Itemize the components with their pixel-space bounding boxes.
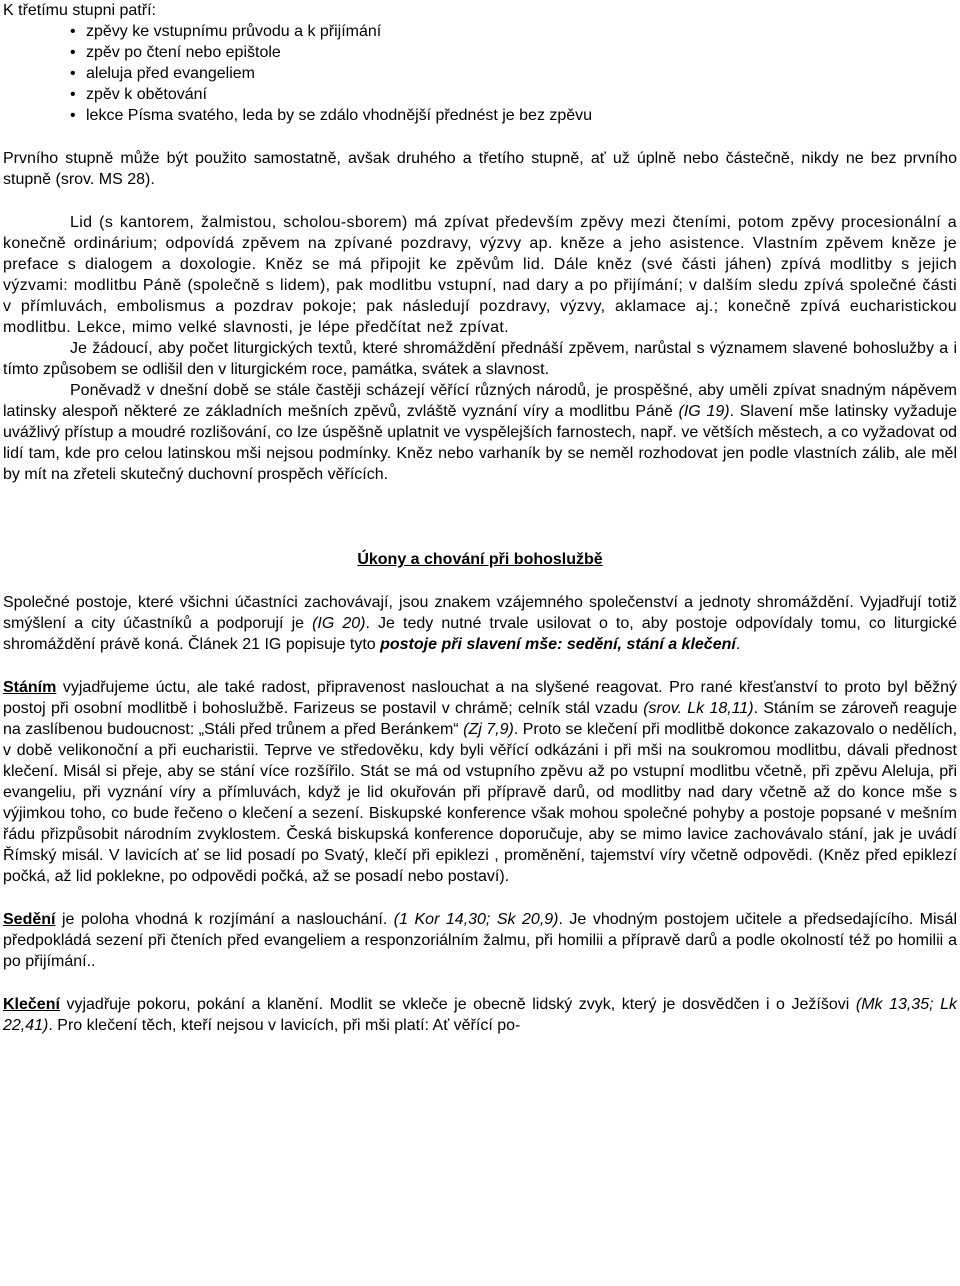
spacer bbox=[3, 126, 957, 148]
paragraph-kneeling bbox=[3, 994, 957, 1036]
spacer bbox=[3, 190, 957, 212]
term-standing: Stáním bbox=[3, 679, 57, 696]
reference: (Mk 13,35; Lk 22,41) bbox=[3, 996, 957, 1034]
spacer bbox=[3, 972, 957, 994]
third-degree-list bbox=[3, 21, 957, 126]
text-run: Poněvadž v dnešní době se stále častěji scházejí věřící různých národů, je prospěšné, aby uměli zpívat snadným nápěvem latinsky alespoň některé ze základních mešních zpěvů, zvláště vyznání víry a modlitbu Páně bbox=[3, 382, 957, 420]
term-kneeling: Klečení bbox=[3, 996, 60, 1013]
emphasis: postoje při slavení mše: sedění, stání a klečení bbox=[380, 636, 736, 653]
text-run: . Je vhodným postojem učitele a předsedajícího. Misál předpokládá sezení při čteních před evangeliem a responzoriálním žalmu, při homilii a přípravě darů a podle okolností též po homilii a po přijímání.. bbox=[3, 911, 957, 970]
paragraph-first-degree: Prvního stupně může být použito samostatně, avšak druhého a třetího stupně, ať už úplně nebo částečně, nikdy ne bez prvního stupně (srov. MS 28). bbox=[3, 150, 957, 188]
spacer bbox=[3, 570, 957, 592]
text-run: . bbox=[735, 636, 741, 653]
reference: (IG 20) bbox=[312, 615, 366, 632]
paragraph-sitting bbox=[3, 909, 957, 972]
text-run: vyjadřujeme úctu, ale také radost, připravenost naslouchat a na slyšené reagovat. Pro rané křesťanství to proto byl běžný postoj při osobní modlitbě i bohoslužbě. Farizeus se postavil v chrámě; celník stál vzadu bbox=[3, 679, 957, 717]
list-item: • lekce Písma svatého, leda by se zdálo vhodnější přednést je bez zpěvu bbox=[70, 105, 957, 126]
document-page bbox=[3, 0, 957, 1036]
paragraph-postures bbox=[3, 592, 957, 655]
list-item: • zpěv po čtení nebo epištole bbox=[70, 42, 957, 63]
paragraph-latin-mass bbox=[3, 380, 957, 485]
list-item: • zpěvy ke vstupnímu průvodu a k přijímání bbox=[70, 21, 957, 42]
reference: (srov. Lk 18,11) bbox=[643, 700, 754, 717]
spacer bbox=[3, 655, 957, 677]
spacer bbox=[3, 485, 957, 549]
text-run: . Stáním se zároveň reaguje na zaslíbenou budoucnost: „Stáli před trůnem a před Beránkem“ bbox=[3, 700, 958, 738]
list-item: • aleluja před evangeliem bbox=[70, 63, 957, 84]
section-heading: Úkony a chování při bohoslužbě bbox=[357, 551, 603, 568]
text-run: . Proto se klečení při modlitbě dokonce zakazovalo o nedělích, v době velikonoční a při eucharistii. Teprve ve středověku, kdy byli věřící odkázáni i při mši na soukromou modlitbu, dávali přednost klečení. Misál si přeje, aby se stání více rozšířilo. Stát se má od vstupního zpěvu až po vstupní modlitbu včetně, při zpěvu Aleluja, při evangeliu, při vyznání víry a přímluvách, když je lid okuřován při přípravě darů, od modlitby nad dary včetně až do konce mše s výjimkou toho, co bude řečeno o klečení a sezení. Biskupské konference však mohou společné pohyby a postoje popsané v mešním řádu přizpůsobit národním zvyklostem. Česká biskupská konference doporučuje, aby se mimo lavice zachovávalo stání, jak je uvádí Římský misál. V lavicích ať se lid posadí po Svatý, klečí při epiklezi , proměnění, tajemství víry včetně odpovědi. (Kněz před epiklezí počká, až lid poklekne, po odpovědi počká, až se posadí nebo postaví). bbox=[3, 721, 958, 885]
text-run: vyjadřuje pokoru, pokání a klanění. Modlit se vkleče je obecně lidský zvyk, který je dosvědčen i o Ježíšovi bbox=[59, 996, 856, 1013]
paragraph-standing bbox=[3, 677, 957, 887]
paragraph-people-singing: Lid (s kantorem, žalmistou, scholou-sborem) má zpívat především zpěvy mezi čteními, potom zpěvy procesionální a konečně ordinárium; odpovídá zpěvem na zpívané pozdravy, výzvy ap. kněze a jeho asistence. Vlastním zpěvem kněze je preface s dialogem a doxologie. Kněz se má připojit ke zpěvům lid. Dále kněz (své části jáhen) zpívá modlitby s jejich výzvami: modlitbu Páně (společně s lidem), pak modlitbu vstupní, nad dary a po přijímání; v dalším sledu zpívá společné části v přímluvách, embolismus a pozdrav pokoje; pak následují pozdravy, výzvy, aklamace aj.; konečně zpívá eucharistickou modlitbu. Lekce, mimo velké slavnosti, je lépe předčítat než zpívat. bbox=[3, 214, 957, 336]
list-item: • zpěv k obětování bbox=[70, 84, 957, 105]
reference: (IG 19) bbox=[678, 403, 730, 420]
spacer bbox=[3, 887, 957, 909]
reference: (1 Kor 14,30; Sk 20,9) bbox=[393, 911, 559, 928]
text-run: Společné postoje, které všichni účastníci zachovávají, jsou znakem vzájemného společenství a jednoty shromáždění. Vyjadřují totiž smýšlení a city účastníků a podporují je bbox=[3, 594, 957, 632]
intro-line: K třetímu stupni patří: bbox=[3, 2, 156, 19]
reference: (Zj 7,9) bbox=[463, 721, 514, 738]
text-run: . Pro klečení těch, kteří nejsou v lavicích, při mši platí: Ať věřící po- bbox=[48, 1017, 521, 1034]
text-run: . Je tedy nutné trvale usilovat o to, aby postoje odpovídaly tomu, co liturgické shromáždění právě koná. Článek 21 IG popisuje tyto bbox=[3, 615, 957, 653]
paragraph-desirable: Je žádoucí, aby počet liturgických textů, které shromáždění přednáší zpěvem, narůstal s významem slavené bohoslužby a i tímto způsobem se odlišil den v liturgickém roce, památka, svátek a slavnost. bbox=[3, 340, 957, 378]
term-sitting: Sedění bbox=[3, 911, 56, 928]
text-run: . Slavení mše latinsky vyžaduje uvážlivý přístup a moudré rozlišování, co lze úspěšně uplatnit ve vyspělejších farnostech, např. ve větších městech, a co vyžadovat od lidí tam, kde pro celou latinskou mši nejsou podmínky. Kněz nebo varhaník by se neměl rozhodovat jen podle vlastních zálib, ale měl by mít na zřeteli skutečný duchovní prospěch věřících. bbox=[3, 403, 957, 483]
text-run: je poloha vhodná k rozjímání a naslouchání. bbox=[55, 911, 394, 928]
